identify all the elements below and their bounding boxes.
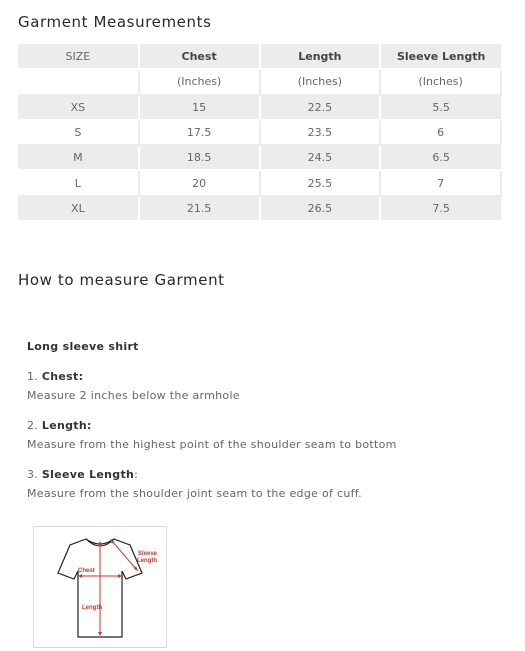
step-length-description: Measure from the highest point of the shoulder seam to bottom: [27, 438, 397, 451]
step-number: 1.: [27, 370, 39, 383]
table-units-row: [18, 69, 501, 94]
step-number: 2.: [27, 419, 39, 432]
unit-sleeve-length: (Inches): [380, 69, 501, 94]
cell-length: 22.5: [260, 95, 381, 120]
header-length: Length: [260, 44, 381, 69]
step-sleeve-heading: [27, 468, 138, 481]
unit-length: (Inches): [260, 69, 381, 94]
cell-length: 23.5: [260, 120, 381, 145]
step-number: 3.: [27, 468, 39, 481]
unit-size: [18, 69, 139, 94]
garment-measurements-title: Garment Measurements: [18, 13, 212, 31]
step-chest-heading: [27, 370, 83, 383]
shirt-type-heading: Long sleeve shirt: [27, 340, 139, 353]
cell-chest: 17.5: [139, 120, 260, 145]
cell-length: 24.5: [260, 145, 381, 170]
sleeve-label-line2: Length: [137, 558, 157, 564]
header-sleeve-length: Sleeve Length: [380, 44, 501, 69]
cell-chest: 21.5: [139, 196, 260, 221]
how-to-measure-title: How to measure Garment: [18, 271, 225, 289]
step-label: Chest:: [41, 370, 84, 383]
cell-size: XS: [18, 95, 139, 120]
size-chart-table: [18, 44, 502, 222]
cell-chest: 18.5: [139, 145, 260, 170]
cell-length: 26.5: [260, 196, 381, 221]
header-size: SIZE: [18, 44, 139, 69]
step-length-heading: [27, 419, 92, 432]
cell-size: M: [18, 145, 139, 170]
step-sleeve-description: Measure from the shoulder joint seam to the edge of cuff.: [27, 487, 362, 500]
table-row: [18, 145, 501, 170]
cell-sleeve-length: 6: [380, 120, 501, 145]
cell-size: XL: [18, 196, 139, 221]
table-header-row: [18, 44, 501, 69]
tshirt-diagram-svg: [34, 527, 166, 647]
sleeve-label-line1: Sleeve: [138, 551, 158, 557]
cell-chest: 20: [139, 170, 260, 195]
cell-sleeve-length: 7.5: [380, 196, 501, 221]
table-row: [18, 95, 501, 120]
cell-sleeve-length: 5.5: [380, 95, 501, 120]
cell-sleeve-length: 6.5: [380, 145, 501, 170]
cell-size: L: [18, 170, 139, 195]
cell-chest: 15: [139, 95, 260, 120]
length-label: Length: [82, 605, 102, 611]
cell-sleeve-length: 7: [380, 170, 501, 195]
table-row: [18, 170, 501, 195]
table-row: [18, 120, 501, 145]
step-chest-description: Measure 2 inches below the armhole: [27, 389, 240, 402]
tshirt-measurement-diagram: [33, 526, 167, 648]
unit-chest: (Inches): [139, 69, 260, 94]
cell-length: 25.5: [260, 170, 381, 195]
header-chest: Chest: [139, 44, 260, 69]
chest-label: Chest: [78, 568, 95, 574]
table-row: [18, 196, 501, 221]
cell-size: S: [18, 120, 139, 145]
step-label-suffix: :: [134, 468, 139, 481]
step-label: Length:: [41, 419, 92, 432]
step-label: Sleeve Length: [41, 468, 135, 481]
